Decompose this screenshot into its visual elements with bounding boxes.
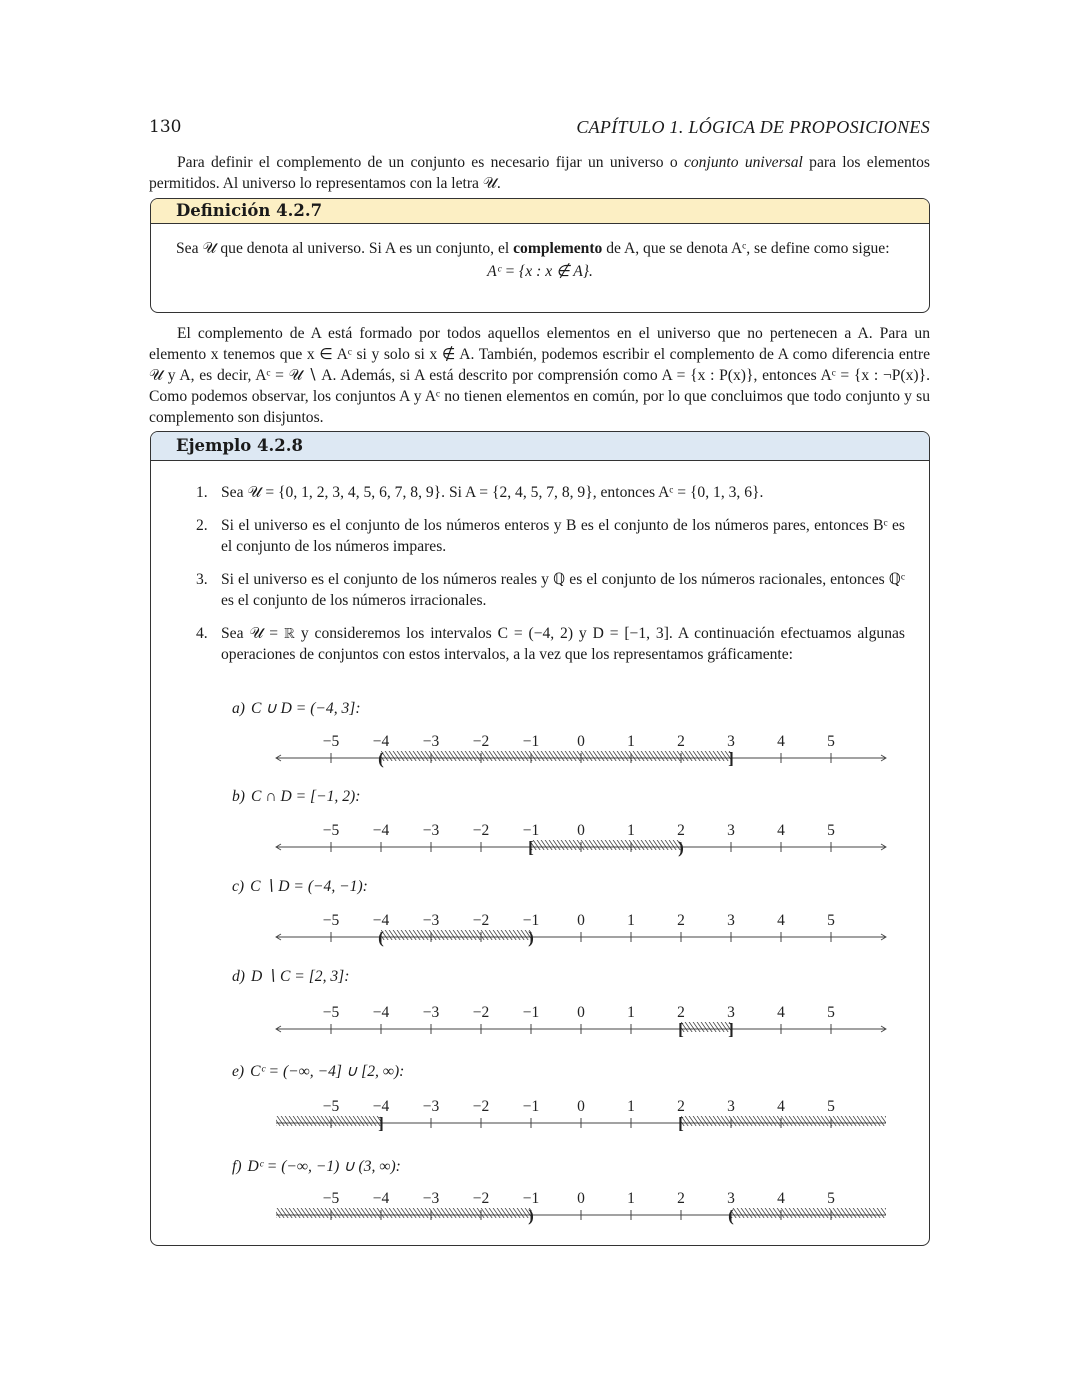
tick-label: −2 xyxy=(472,1190,490,1207)
tick-label: −3 xyxy=(422,1004,440,1021)
subitem-expr: C ∪ D = (−4, 3]: xyxy=(251,700,361,717)
number-line-c xyxy=(260,907,900,957)
subitem-expr: Cᶜ = (−∞, −4] ∪ [2, ∞): xyxy=(250,1063,405,1080)
subitem-expr: C ∩ D = [−1, 2): xyxy=(251,788,361,805)
example-item xyxy=(151,569,929,611)
number-line-f xyxy=(260,1185,900,1235)
chapter-title: CAPÍTULO 1. LÓGICA DE PROPOSICIONES xyxy=(576,117,930,137)
definition-box xyxy=(150,198,930,313)
hatched-interval xyxy=(276,1116,381,1126)
hatched-interval xyxy=(531,840,681,850)
hatched-interval xyxy=(381,751,731,761)
definition-title: Definición 4.2.7 xyxy=(151,199,929,224)
tick-label: −5 xyxy=(322,822,340,839)
number-line-b xyxy=(260,817,900,867)
subitem-d xyxy=(232,967,349,986)
tick-label: 2 xyxy=(677,1004,685,1021)
tick-label: −1 xyxy=(522,1190,540,1207)
tick-label: −1 xyxy=(522,1004,540,1021)
definition-equation: Aᶜ = {x : x ∉ A}. xyxy=(487,263,593,280)
tick-label: 3 xyxy=(727,1004,735,1021)
tick-label: 5 xyxy=(827,1190,835,1207)
endpoint-open: ) xyxy=(528,1206,534,1225)
subitem-f xyxy=(232,1157,401,1176)
tick-label: −2 xyxy=(472,822,490,839)
tick-label: 0 xyxy=(577,822,585,839)
tick-label: 1 xyxy=(627,1098,635,1115)
tick-label: −4 xyxy=(372,1098,390,1115)
subitem-label: f) xyxy=(232,1158,242,1175)
number-line-a xyxy=(260,728,900,778)
tick-label: 5 xyxy=(827,822,835,839)
tick-label: 1 xyxy=(627,1190,635,1207)
subitem-a xyxy=(232,699,361,718)
tick-label: −1 xyxy=(522,1098,540,1115)
tick-label: 3 xyxy=(727,1098,735,1115)
tick-label: −4 xyxy=(372,912,390,929)
item-text: Si el universo es el conjunto de los números enteros y B es el conjunto de los números pares, entonces Bᶜ es el conjunto de los números impares. xyxy=(221,517,905,555)
subitem-expr: D ∖ C = [2, 3]: xyxy=(251,968,350,985)
endpoint-open: ( xyxy=(728,1206,734,1225)
item-text: Sea 𝒰 = ℝ y consideremos los intervalos C = (−4, 2) y D = [−1, 3]. A continuación efectuamos algunas operaciones de conjuntos con estos intervalos, a la vez que los representamos gráficamente: xyxy=(221,625,905,663)
endpoint-open: ( xyxy=(378,749,384,768)
subitem-expr: C ∖ D = (−4, −1): xyxy=(250,878,368,895)
endpoint-open: ) xyxy=(678,838,684,857)
item-number: 1. xyxy=(196,484,208,501)
endpoint-closed: ] xyxy=(728,1020,734,1039)
subitem-label: a) xyxy=(232,700,245,717)
example-title: Ejemplo 4.2.8 xyxy=(151,432,929,461)
definition-bold-term: complemento xyxy=(513,240,603,257)
example-item xyxy=(151,623,929,665)
tick-label: 4 xyxy=(777,733,785,750)
number-line-e xyxy=(260,1093,900,1143)
tick-label: −5 xyxy=(322,733,340,750)
tick-label: 4 xyxy=(777,912,785,929)
hatched-interval xyxy=(681,1116,886,1126)
endpoint-closed: [ xyxy=(678,1114,684,1133)
subitem-label: c) xyxy=(232,878,245,895)
endpoint-open: ) xyxy=(528,928,534,947)
tick-label: 2 xyxy=(677,1190,685,1207)
tick-label: 5 xyxy=(827,912,835,929)
page-number: 130 xyxy=(149,117,182,137)
tick-label: −5 xyxy=(322,1190,340,1207)
example-item xyxy=(151,515,929,557)
subitem-b xyxy=(232,788,360,806)
example-item xyxy=(151,482,929,503)
tick-label: −2 xyxy=(472,733,490,750)
tick-label: 2 xyxy=(677,822,685,839)
intro-text-end: para los elementos permitidos. Al universo lo representamos con la letra 𝒰. xyxy=(149,154,930,192)
tick-label: 5 xyxy=(827,733,835,750)
tick-label: 4 xyxy=(777,1098,785,1115)
definition-text-2: de A, que se denota Aᶜ, se define como sigue: xyxy=(602,240,890,257)
intro-paragraph xyxy=(149,152,930,194)
example-list xyxy=(151,482,929,665)
item-number: 4. xyxy=(196,625,208,642)
item-number: 3. xyxy=(196,571,208,588)
subitem-label: d) xyxy=(232,968,245,985)
tick-label: 5 xyxy=(827,1004,835,1021)
tick-label: −5 xyxy=(322,1098,340,1115)
tick-label: −5 xyxy=(322,1004,340,1021)
tick-label: 0 xyxy=(577,1190,585,1207)
explanation-text: El complemento de A está formado por todos aquellos elementos en el universo que no pertenecen a A. Para un elemento x tenemos que x ∈ Aᶜ si y solo si x ∉ A. También, podemos escribir el complemento de A como diferencia entre 𝒰 y A, es decir, Aᶜ = 𝒰 ∖ A. Además, si A está descrito por comprensión como A = {x : P(x)}, entonces Aᶜ = {x : ¬P(x)}. Como podemos observar, los conjuntos A y Aᶜ no tienen elementos en común, por lo que concluimos que todo conjunto y su complemento son disjuntos. xyxy=(149,325,930,426)
definition-text xyxy=(176,238,904,259)
definition-body xyxy=(151,224,929,292)
tick-label: −4 xyxy=(372,822,390,839)
tick-label: 4 xyxy=(777,1190,785,1207)
tick-label: 3 xyxy=(727,733,735,750)
tick-label: 0 xyxy=(577,1098,585,1115)
tick-label: −5 xyxy=(322,912,340,929)
item-text: Sea 𝒰 = {0, 1, 2, 3, 4, 5, 6, 7, 8, 9}. Si A = {2, 4, 5, 7, 8, 9}, entonces Aᶜ = {0, 1, 3, 6}. xyxy=(221,484,764,501)
hatched-interval xyxy=(731,1208,886,1218)
tick-label: −4 xyxy=(372,733,390,750)
tick-label: −1 xyxy=(522,912,540,929)
tick-label: −3 xyxy=(422,1190,440,1207)
hatched-interval xyxy=(681,1022,731,1032)
tick-label: 1 xyxy=(627,1004,635,1021)
tick-label: 5 xyxy=(827,1098,835,1115)
tick-label: 2 xyxy=(677,1098,685,1115)
hatched-interval xyxy=(381,930,531,940)
tick-label: 1 xyxy=(627,733,635,750)
tick-label: 0 xyxy=(577,912,585,929)
subitem-expr: Dᶜ = (−∞, −1) ∪ (3, ∞): xyxy=(247,1158,401,1175)
tick-label: −1 xyxy=(522,733,540,750)
tick-label: 3 xyxy=(727,912,735,929)
endpoint-closed: [ xyxy=(678,1020,684,1039)
intro-italic-term: conjunto universal xyxy=(683,154,803,171)
tick-label: −2 xyxy=(472,1098,490,1115)
endpoint-open: ( xyxy=(378,928,384,947)
tick-label: −4 xyxy=(372,1004,390,1021)
example-body xyxy=(151,482,929,665)
tick-label: 3 xyxy=(727,822,735,839)
number-line-d xyxy=(260,999,900,1049)
subitem-c xyxy=(232,877,368,896)
tick-label: 2 xyxy=(677,912,685,929)
endpoint-closed: [ xyxy=(528,838,534,857)
explanation-paragraph xyxy=(149,323,930,428)
tick-label: −3 xyxy=(422,733,440,750)
tick-label: 0 xyxy=(577,733,585,750)
tick-label: 4 xyxy=(777,1004,785,1021)
endpoint-closed: ] xyxy=(378,1114,384,1133)
tick-label: −1 xyxy=(522,822,540,839)
tick-label: 1 xyxy=(627,822,635,839)
tick-label: 0 xyxy=(577,1004,585,1021)
item-text: Si el universo es el conjunto de los números reales y ℚ es el conjunto de los números racionales, entonces ℚᶜ es el conjunto de los números irracionales. xyxy=(221,571,905,609)
endpoint-closed: ] xyxy=(728,749,734,768)
tick-label: 4 xyxy=(777,822,785,839)
subitem-e xyxy=(232,1062,404,1081)
subitem-label: b) xyxy=(232,788,245,805)
definition-text-1: Sea 𝒰 que denota al universo. Si A es un conjunto, el xyxy=(176,240,514,257)
tick-label: −3 xyxy=(422,822,440,839)
subitem-label: e) xyxy=(232,1063,245,1080)
tick-label: −3 xyxy=(422,1098,440,1115)
tick-label: −4 xyxy=(372,1190,390,1207)
hatched-interval xyxy=(276,1208,531,1218)
tick-label: −2 xyxy=(472,912,490,929)
tick-label: 1 xyxy=(627,912,635,929)
tick-label: −2 xyxy=(472,1004,490,1021)
tick-label: −3 xyxy=(422,912,440,929)
intro-text: Para definir el complemento de un conjunto es necesario fijar un universo o xyxy=(177,154,684,171)
item-number: 2. xyxy=(196,517,208,534)
tick-label: 3 xyxy=(727,1190,735,1207)
tick-label: 2 xyxy=(677,733,685,750)
